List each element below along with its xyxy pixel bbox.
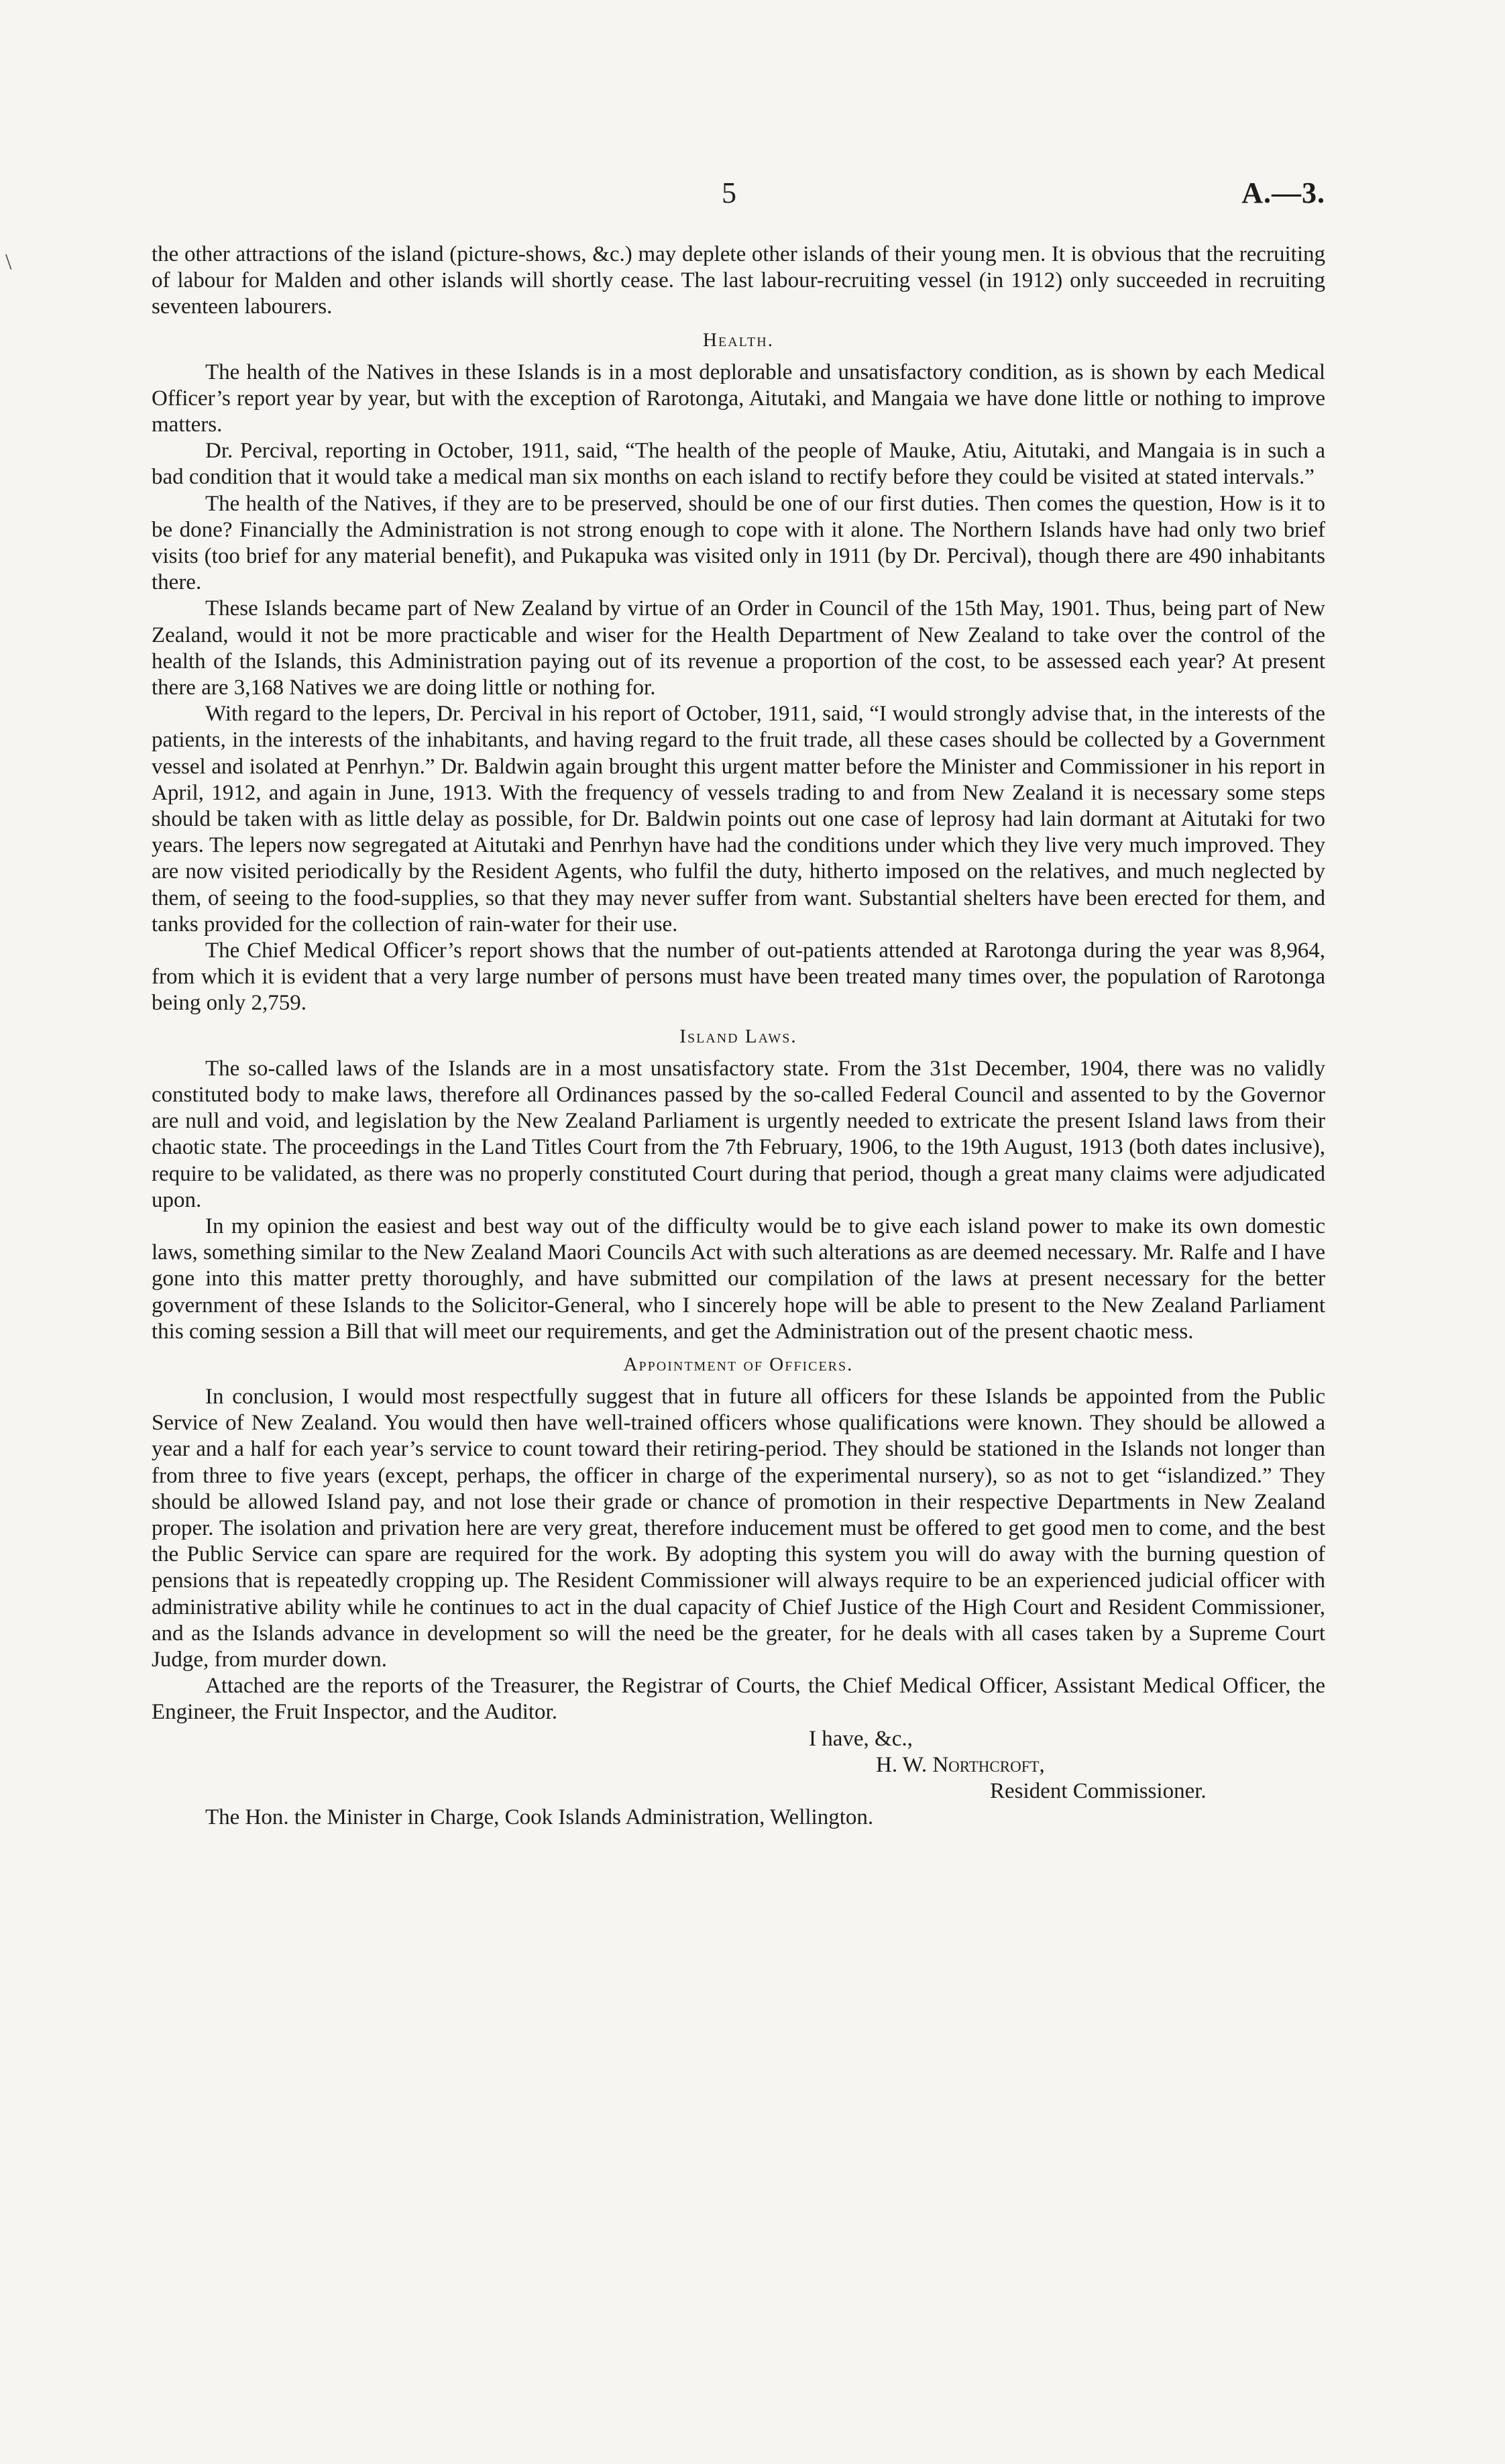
paragraph-continuation: the other attractions of the island (picture-shows, &c.) may deplete other islands of their young men. It is obvious that the recruiting of labour for Malden and other islands will shortly cease. The last labour-recruiting vessel (in 1912) only succeeded in recruiting seventeen labourers. <box>152 242 1325 319</box>
paragraph: Dr. Percival, reporting in October, 1911, said, “The health of the people of Mauke, Atiu, Aitutaki, and Mangaia is in such a bad condition that it would take a medical man six months on each island to rectify before they could be visited at stated intervals.” <box>152 439 1325 490</box>
closing-block <box>152 1726 1325 1831</box>
salutation: I have, &c., <box>809 1726 913 1751</box>
page-header <box>152 176 1325 216</box>
paragraph: The Chief Medical Officer’s report shows that the number of out-patients attended at Rarotonga during the year was 8,964, from which it is evident that a very large number of persons must have been treated many times over, the population of Rarotonga being only 2,759. <box>152 939 1325 1016</box>
paragraph: These Islands became part of New Zealand by virtue of an Order in Council of the 15th May, 1901. Thus, being part of New Zealand, would it not be more practicable and wiser for the Health Department of New Zealand to take over the control of the health of the Islands, this Administration paying out of its revenue a proportion of the cost, to be assessed each year? At present there are 3,168 Natives we are doing little or nothing for. <box>152 596 1325 700</box>
signatory: H. W. Northcroft, <box>876 1752 1045 1777</box>
document-reference: A.—3. <box>1241 176 1325 209</box>
paragraph: The so-called laws of the Islands are in a most unsatisfactory state. From the 31st December, 1904, there was no validly constituted body to make laws, therefore all Ordinances passed by the so-called Federal Council and assented to by the Governor are null and void, and legislation by the New Zealand Parliament is urgently needed to extricate the present Island laws from their chaotic state. The proceedings in the Land Titles Court from the 7th February, 1906, to the 19th August, 1913 (both dates inclusive), require to be validated, as there was no properly constituted Court during that period, though a great many claims were adjudicated upon. <box>152 1056 1325 1212</box>
section-heading-health: Health. <box>703 329 774 351</box>
margin-mark: \ <box>5 250 12 274</box>
paragraph: In conclusion, I would most respectfully suggest that in future all officers for these Islands be appointed from the Public Service of New Zealand. You would then have well-trained officers whose qualifications were known. They should be allowed a year and a half for each year’s service to count toward their retiring-period. They should be stationed in the Islands not longer than from three to five years (except, perhaps, the officer in charge of the experimental nursery), so as not to get “islandized.” They should be allowed Island pay, and not lose their grade or chance of promotion in their respective Departments in New Zealand proper. The isolation and privation here are very great, therefore inducement must be offered to get good men to come, and the best the Public Service can spare are required for the work. By adopting this system you will do away with the burning question of pensions that is repeatedly cropping up. The Resident Commissioner will always require to be an experienced judicial officer with administrative ability while he continues to act in the dual capacity of Chief Justice of the High Court and Resident Commissioner, and as the Islands advance in development so will the need be the greater, for he deals with all cases taken by a Supreme Court Judge, from murder down. <box>152 1384 1325 1672</box>
paragraph: In my opinion the easiest and best way out of the difficulty would be to give each island power to make its own domestic laws, something similar to the New Zealand Maori Councils Act with such alterations as are deemed necessary. Mr. Ralfe and I have gone into this matter pretty thoroughly, and have submitted our compilation of the laws at present necessary for the better government of these Islands to the Solicitor-General, who I sincerely hope will be able to present to the New Zealand Parliament this coming session a Bill that will meet our requirements, and get the Administration out of the present chaotic mess. <box>152 1214 1326 1344</box>
section-heading-island-laws: Island Laws. <box>679 1025 797 1047</box>
paragraph: With regard to the lepers, Dr. Percival in his report of October, 1911, said, “I would strongly advise that, in the interests of the patients, in the interests of the inhabitants, and having regard to the fruit trade, all these cases should be collected by a Government vessel and isolated at Penrhyn.” Dr. Baldwin again brought this urgent matter before the Minister and Commissioner in his report in April, 1912, and again in June, 1913. With the frequency of vessels trading to and from New Zealand it is necessary some steps should be taken with as little delay as possible, for Dr. Baldwin points out one case of leprosy had lain dormant at Aitutaki for two years. The lepers now segregated at Aitutaki and Penrhyn have had the conditions under which they live very much improved. They are now visited periodically by the Resident Agents, who fulfil the duty, hitherto imposed on the relatives, and much neglected by them, of seeing to the food-supplies, so that they may never suffer from want. Substantial shelters have been erected for them, and tanks provided for the collection of rain-water for their use. <box>152 702 1325 936</box>
page-number: 5 <box>722 176 736 209</box>
signatory-title: Resident Commissioner. <box>990 1778 1207 1803</box>
addressee: The Hon. the Minister in Charge, Cook Islands Administration, Wellington. <box>205 1805 874 1830</box>
paragraph: The health of the Natives, if they are to be preserved, should be one of our first duties. Then comes the question, How is it to be done? Financially the Administration is not strong enough to cope with it alone. The Northern Islands have had only two brief visits (too brief for any material benefit), and Pukapuka was visited only in 1911 (by Dr. Percival), though there are 490 inhabitants there. <box>152 491 1325 595</box>
document-body <box>152 242 1325 1831</box>
paragraph: Attached are the reports of the Treasurer, the Registrar of Courts, the Chief Medical Officer, Assistant Medical Officer, the Engineer, the Fruit Inspector, and the Auditor. <box>152 1674 1325 1725</box>
paragraph: The health of the Natives in these Islands is in a most deplorable and unsatisfactory condition, as is shown by each Medical Officer’s report year by year, but with the exception of Rarotonga, Aitutaki, and Mangaia we have done little or nothing to improve matters. <box>152 360 1325 437</box>
section-heading-appointment-of-officers: Appointment of Officers. <box>623 1353 854 1375</box>
